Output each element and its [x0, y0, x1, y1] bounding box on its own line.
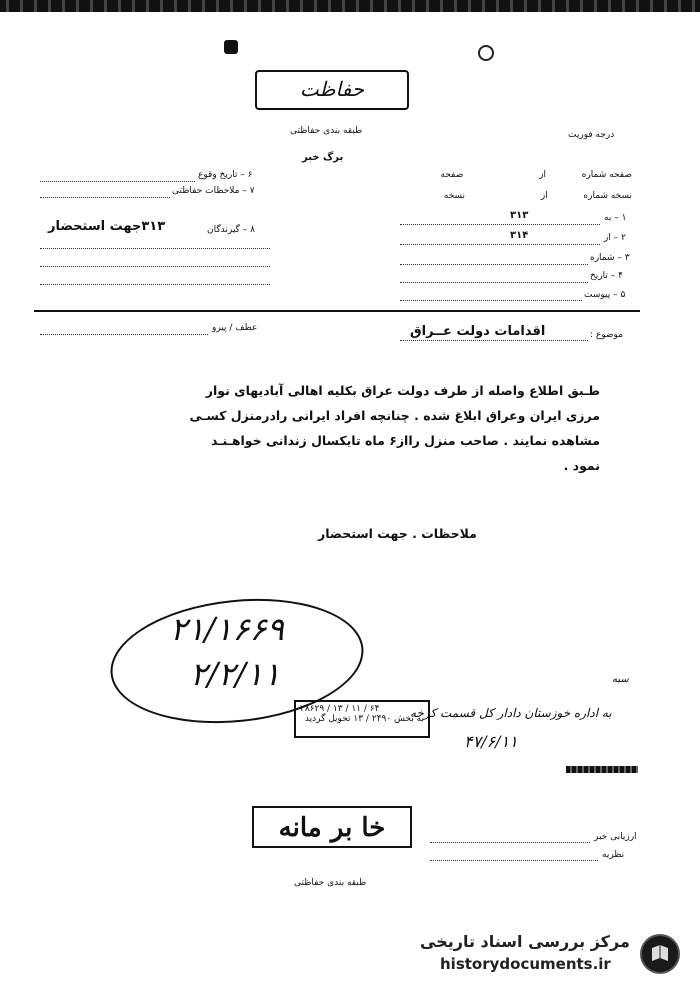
handwritten-date: ۲/۲/۱۱ — [190, 655, 281, 693]
field-4-line — [400, 282, 588, 283]
hole-circle — [478, 45, 494, 61]
form-title: برگ خبر — [302, 152, 344, 163]
field-1-value: ۳۱۳ — [510, 210, 529, 221]
top-stamp-text: حفاظت — [299, 77, 365, 101]
evaluation-line — [430, 842, 590, 843]
field-4-label: ۴ – تاریخ — [590, 271, 623, 281]
scribble-mark — [566, 766, 638, 773]
field-8-line-3 — [40, 284, 270, 285]
subject-label: موضوع : — [590, 330, 624, 340]
handwritten-note: به اداره خوزستان دادار کل قسمت کرخه — [410, 706, 612, 720]
field-6-label: ۶ – تاریخ وقوع — [198, 170, 253, 180]
separator-line — [34, 310, 640, 312]
page-unit-label: صفحه — [440, 170, 464, 180]
field-1-line — [400, 224, 600, 225]
reference-label: عطف / پیرو — [212, 323, 258, 333]
top-stamp — [255, 70, 409, 110]
page-number-label: صفحه شماره — [581, 170, 632, 180]
footer-classification: طبقه بندی حفاظتی — [294, 878, 367, 888]
page-number-field — [392, 170, 632, 180]
field-7-label: ۷ – ملاحظات حفاظتی — [172, 186, 255, 196]
report-body — [100, 378, 600, 478]
field-3-line — [400, 264, 588, 265]
page-of-label: از — [539, 170, 546, 180]
priority-label: درجه فوریت — [568, 130, 615, 140]
opinion-line — [430, 860, 598, 861]
body-line-2: مرزی ایران وعراق ابلاغ شده . چنانچه افراد ایرانی رادرمنزل کسـی — [189, 408, 600, 423]
field-5-line — [400, 300, 582, 301]
received-stamp-line-2: به بخش ۲۴۹۰ / ۱۳ تحویل گردید — [304, 714, 424, 724]
book-icon — [642, 936, 678, 972]
field-1-label: ۱ – به — [604, 213, 627, 223]
handwritten-number: ۲۱/۱۶۶۹ — [170, 610, 284, 648]
field-8-label: ۸ – گیرندگان — [207, 225, 255, 235]
watermark-title: مرکز بررسی اسناد تاریخی — [420, 932, 630, 951]
evaluation-label: ارزیابی خبر — [594, 832, 637, 842]
field-2-line — [400, 244, 600, 245]
hole-mark — [224, 40, 238, 54]
copy-number-label: نسخه شماره — [583, 191, 632, 201]
subject-line — [400, 340, 588, 341]
opinion-label: نظریه — [602, 850, 625, 860]
body-line-3: مشاهده نمایند . صاحب منزل رااز۶ ماه تایکسال زندانی خواهـنـد — [210, 433, 600, 448]
field-8-value: ۳۱۳جهت استحضار — [48, 219, 166, 234]
field-8-line-2 — [40, 266, 270, 267]
handwritten-note-date: ۴۷/۶/۱۱ — [464, 732, 518, 751]
copy-unit-label: نسخه — [443, 191, 466, 201]
field-6-line — [40, 181, 195, 182]
copy-number-field — [392, 191, 632, 201]
reference-line — [40, 334, 208, 335]
field-3-label: ۳ – شماره — [590, 253, 630, 263]
archive-stamp — [252, 806, 412, 848]
field-5-label: ۵ – پیوست — [584, 290, 626, 300]
rubric: سبه — [612, 674, 629, 685]
classification-level: طبقه بندی حفاظتی — [290, 126, 363, 136]
scan-edge — [0, 0, 700, 12]
archive-stamp-text: خا بر مانه — [278, 813, 386, 843]
note-line: ملاحظات . جهت استحضار — [318, 526, 477, 541]
watermark-url: historydocuments.ir — [440, 955, 611, 973]
field-2-label: ۲ – از — [604, 233, 626, 243]
copy-of-label: از — [540, 191, 548, 201]
subject-value: اقدامات دولت عــراق — [410, 324, 546, 339]
body-line-1: طـبق اطلاع واصله از طرف دولت عراق بکلیه اهالی آبادیهای نوار — [205, 383, 600, 398]
received-stamp-line-1: ۲۸۶۲۹ / ۱۳ / ۱۱ / ۶۴ — [300, 704, 380, 714]
watermark-logo-icon — [640, 934, 680, 974]
received-stamp — [294, 700, 430, 738]
field-7-line — [40, 197, 170, 198]
field-8-line-1 — [40, 248, 270, 249]
body-line-4: نمود . — [563, 458, 600, 473]
field-2-value: ۳۱۴ — [510, 230, 529, 241]
